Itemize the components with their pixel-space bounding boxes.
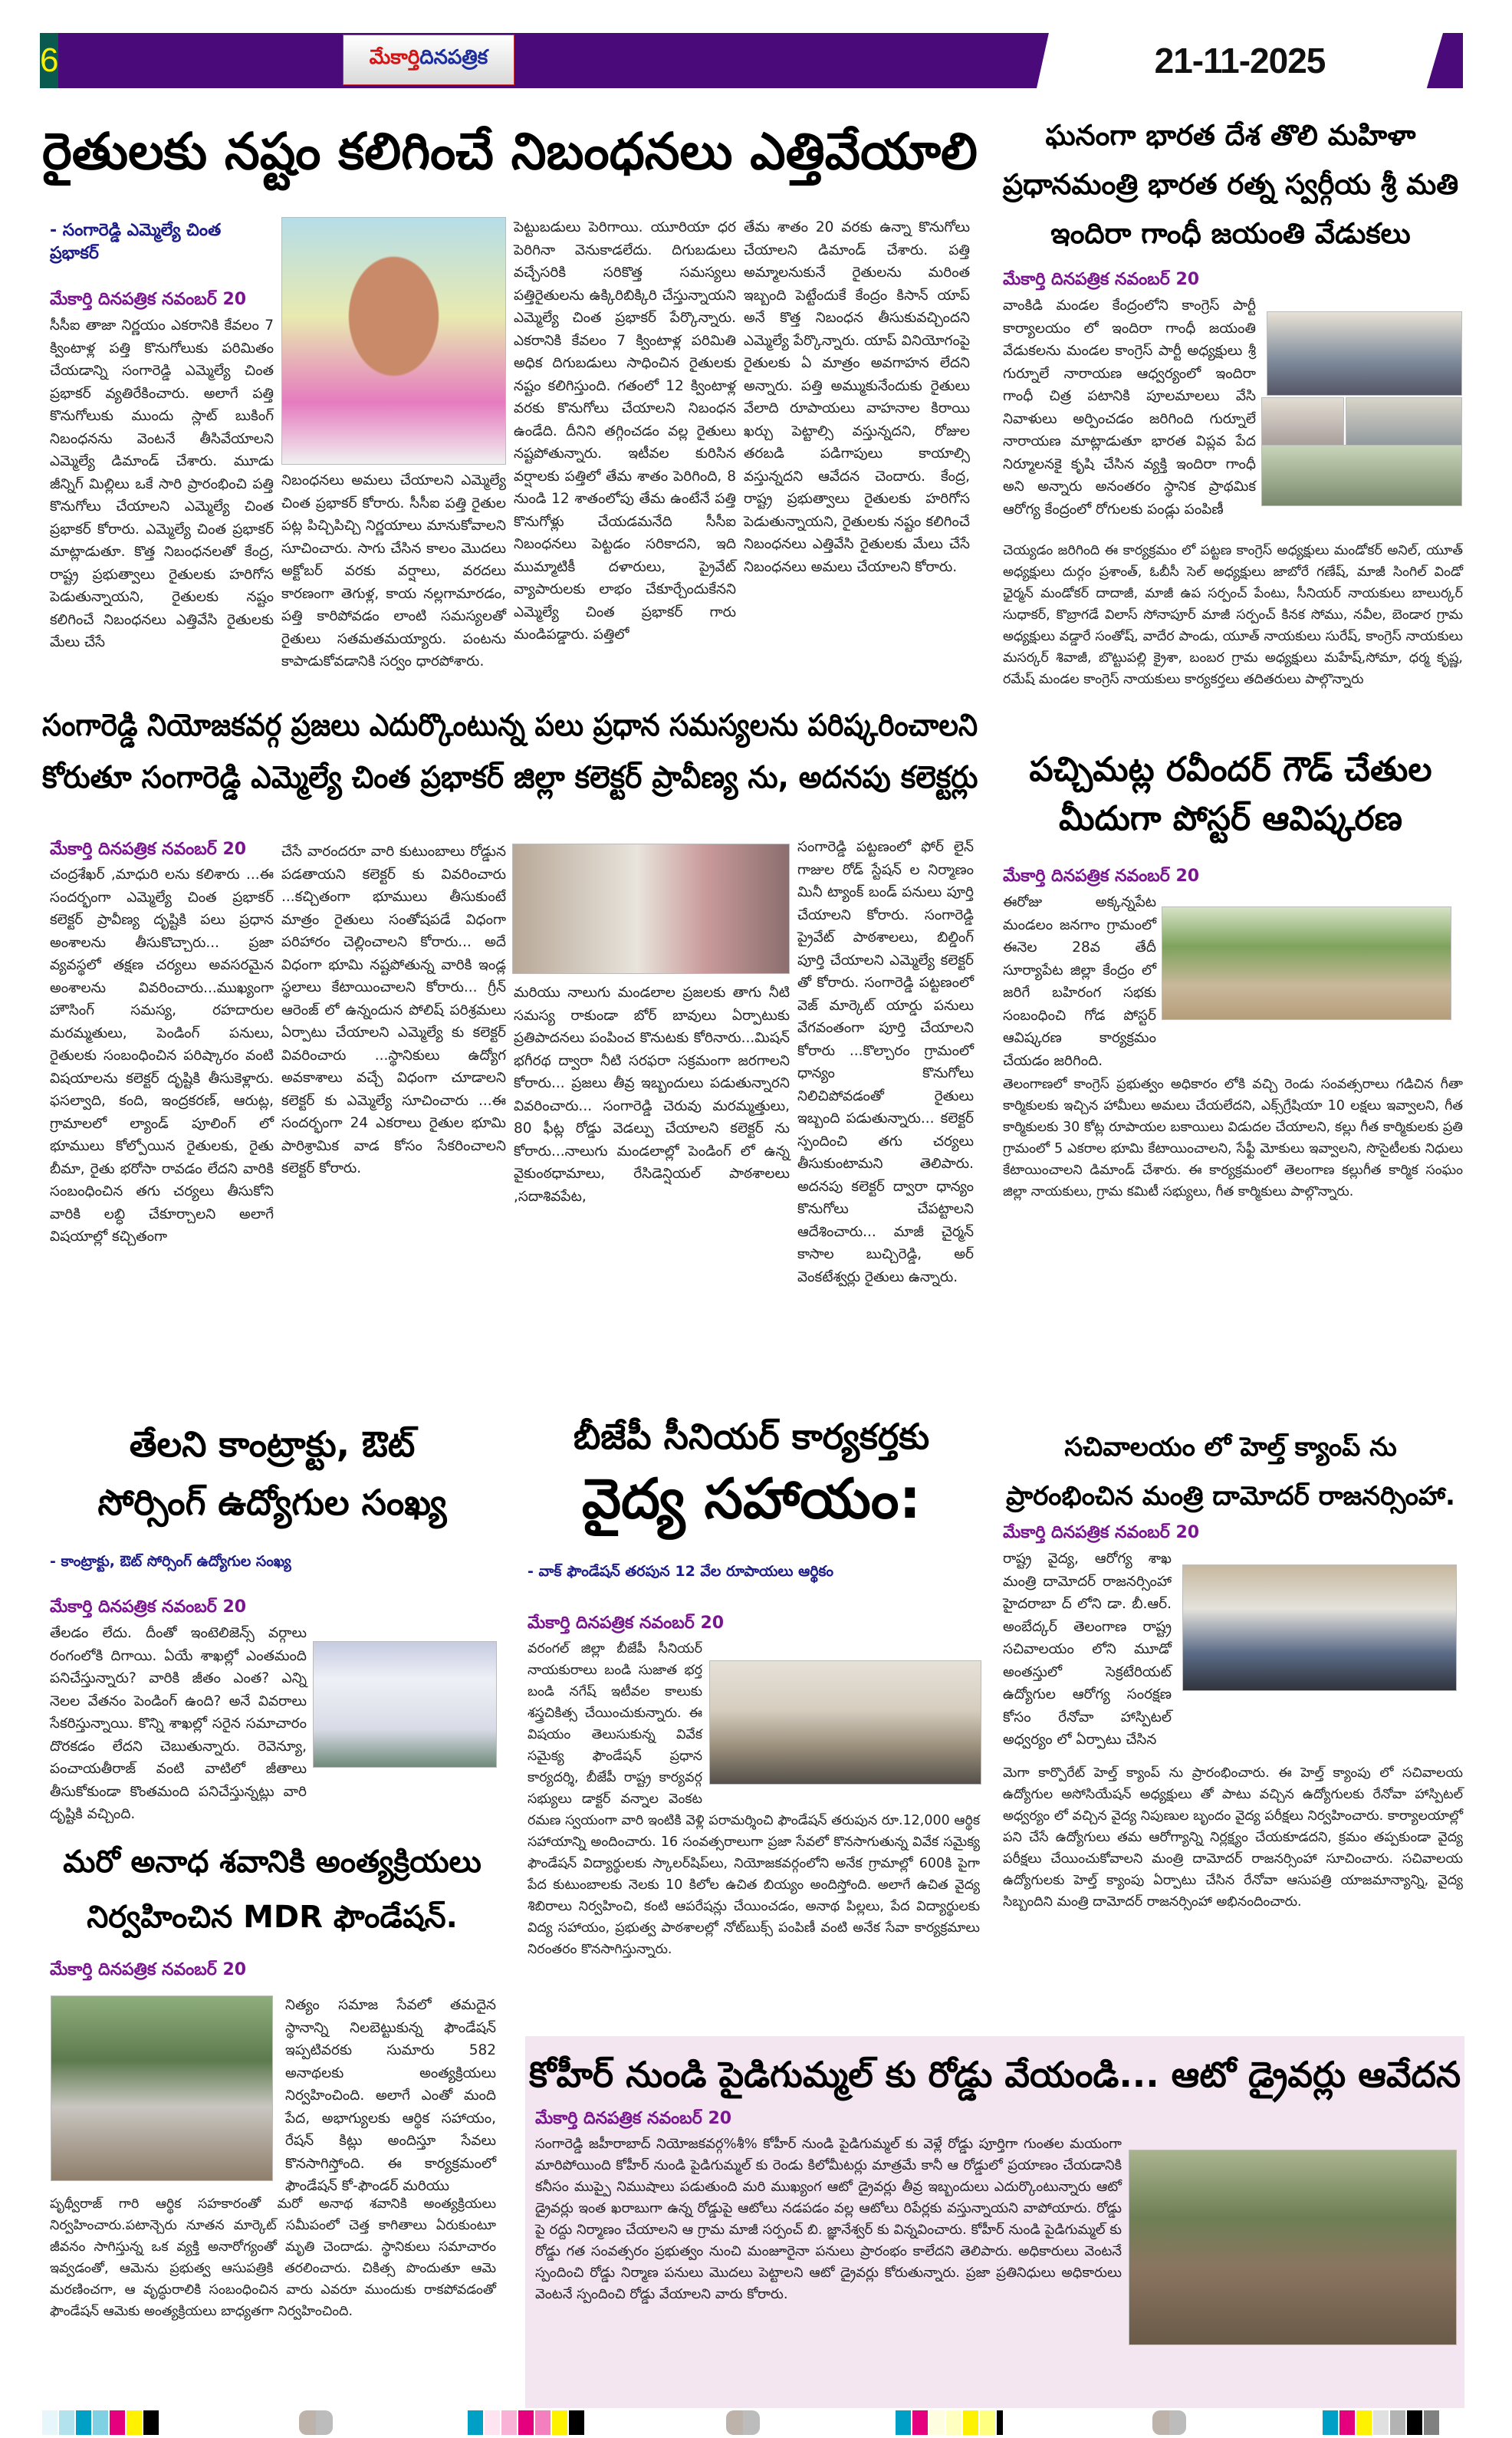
article-collector-col3: మరియు నాలుగు మండలాల ప్రజలకు తాగు నీటి సమస్య రాకుండా బోర్ బావులు ఏర్పాటుకు ప్రతిపాదనలు పంపించ కొనుటకు కోరినారు...మిషన్ భగీరథ ద్వారా నీటి సరఫరా సక్రమంగా జరగాలని కోరారు... ప్రజలు తీవ్ర ఇబ్బందులు పడుతున్నారని వివరించారు... సంగారెడ్డి చెరువు మరమ్మత్తులు, 80 ఫీట్ల రోడ్డు వెడల్పు చేయాలని కలెక్టర్ ను కోరారు...నాలుగు మండలాల్లో పెండింగ్ లో ఉన్న వైకుంఠధామాలు, రేసిడెన్షియల్ పాఠశాలలు ,సదాశివపేట,	[514, 985, 790, 1205]
photo-mla-with-collector	[512, 844, 790, 974]
dateline: మేకార్తి దినపత్రిక నవంబర్ 20	[1003, 1523, 1200, 1542]
page-number: 6	[40, 33, 58, 88]
article-mdr-col2: పృథ్వీరాజ్ గారి ఆర్థిక సహకారంతో మరో అనాథ శవానికి అంత్యక్రియలు నిర్వహించారు.పటాన్చెరు నూతన మార్కెట్ సమీపంలో చెత్త కాగితాలు ఏరుకుంటూ జీవనం సాగిస్తున్న ఒక వ్యక్తి అనారోగ్యంతో మృతి చెందాడు. స్థానికులు సమాచారం ఇవ్వడంతో, ఆమెను ప్రభుత్వ ఆసుపత్రికి తరలించారు. చికిత్స పొందుతూ ఆమె మరణించగా, ఆ వృద్ధురాలికి సంబంధించిన వారు ఎవరూ ముందుకు రాకపోవడంతో ఫౌండేషన్ ఆమెకు అంత్యక్రియలు బాధ్యతగా నిర్వహించింది.	[50, 2196, 496, 2319]
article-poster-col1: ఈరోజు అక్కన్నపేట మండలం జనగాం గ్రామంలో ఈనెల 28వ తేదీ సూర్యాపేట జిల్లా కేంద్రం లో జరిగే బహిరంగ సభకు సంబంధించి గోడ పోస్టర్ ఆవిష్కరణ కార్యక్రమం చేయడం జరిగింది.	[1003, 894, 1156, 1069]
headline-collector-meeting: సంగారెడ్డి నియోజకవర్గ ప్రజలు ఎదుర్కొంటున్న పలు ప్రధాన సమస్యలను పరిష్కరించాలని కోరుతూ సంగారెడ్డి ఎమ్మెల్యే చింత ప్రభాకర్ జిల్లా కలెక్టర్ ప్రావీణ్య ను, అదనపు కలెక్టర్లు	[42, 708, 978, 795]
dateline: మేకార్తి దినపత్రిక నవంబర్ 20	[528, 1614, 725, 1633]
headline-bjp-medical-aid: బీజేపీ సీనియర్ కార్యకర్తకు వైద్య సహాయం:	[573, 1416, 930, 1531]
headline-poster-launch: పచ్చిమట్ల రవీందర్ గౌడ్ చేతుల మీదుగా పోస్టర్ ఆవిష్కరణ	[1029, 750, 1432, 838]
article-indira-col2: చెయ్యడం జరిగింది ఈ కార్యక్రమం లో పట్టణ కాంగ్రెస్ అధ్యక్షులు మండోకర్ అనిల్, యూత్ అధ్యక్షులు దుర్గం ప్రశాంత్, ఓబీసీ సెల్ అధ్యక్షులు జాబోరే గణేష్, మాజీ సింగిల్ విండో ఛైర్మన్ మండోకర్ దాదాజీ, మాజీ ఉప సర్పంచ్ పేంటు, సీనియర్ నాయకులు బాలుర్కర్ సుధాకర్, కొబ్రాగడే విలాస్ సోనాపూర్ మాజీ సర్పంచ్ కినక సోము, నవీల, బెండార గ్రామ అధ్యక్షులు వడ్డారే సంతోష్, వాదేర పాండు, యూత్ నాయకులు సురేష్, కాంగ్రెస్ నాయకులు మసర్కర్ శివాజీ, బొట్టుపల్లి క్రైశా, బంబర గ్రామ అధ్యక్షులు మహేష్,సోమా, ధర్మ కృష్ణ, రమేష్ మండల కాంగ్రెస్ నాయకులు కార్యకర్తలు తదితరులు పాల్గొన్నారు	[1003, 543, 1463, 687]
photo-auto-drivers	[1129, 2150, 1457, 2345]
article-indira-col1: వాంకిడి మండల కేంద్రంలోని కాంగ్రెస్ పార్టీ కార్యాలయం లో ఇందిరా గాంధీ జయంతి వేడుకలను మండల కాంగ్రెస్ పార్టీ అధ్యక్షులు శ్రీ గుర్నూలే నారాయణ ఆధ్వర్యంలో ఇందిరా గాంధీ చిత్ర పటానికి పూలమాలలు వేసి నివాళులు అర్పించడం జరిగింది గుర్నూలే నారాయణ మాట్లాడుతూ భారత విప్లవ పేద నిర్మూలనకై కృషి చేసిన వ్యక్తి ఇందిరా గాంధీ అని అన్నారు అనంతరం స్థానిక ప్రాథమిక ఆరోగ్య కేంద్రంలో రోగులకు పండ్లు పంపిణీ	[1003, 298, 1256, 518]
article-mdr-col1: నిత్యం సమాజ సేవలో తమదైన స్థానాన్ని నిలబెట్టుకున్న ఫౌండేషన్ ఇప్పటివరకు సుమారు 582 అనాథలకు అంత్యక్రియలు నిర్వహించింది. అలాగే ఎంతో మంది పేద, అభాగ్యులకు ఆర్థిక సహాయం, రేషన్ కిట్లు అందిస్తూ సేవలు కొనసాగిస్తోంది. ఈ కార్యక్రమంలో ఫౌండేషన్ కో-ఫౌండర్ మరియు	[285, 1997, 496, 2194]
registration-mark	[299, 2410, 333, 2435]
headline-farmers: రైతులకు నష్టం కలిగించే నిబంధనలు ఎత్తివేయాలి	[42, 122, 978, 181]
article-collector-col1: చంద్రశేఖర్ ,మాధురి లను కలిశారు ...ఈ సందర్భంగా ఎమ్మెల్యే చింత ప్రభాకర్ కలెక్టర్ ప్రావీణ్య దృష్టికి పలు ప్రధాన అంశాలను తీసుకొచ్చారు... ప్రజా వ్యవస్థలో తక్షణ చర్యలు అవసరమైన అంశాలను వివరించారు...ముఖ్యంగా హౌసింగ్ సమస్య, రహదారుల మరమ్మతులు, పెండింగ్ పనులు, రైతులకు సంబంధించిన పరిష్కారం వంటి విషయాలను కలెక్టర్ దృష్టికి తీసుకెళ్లారు. ఫసల్వాది, కంది, ఇంద్రకరణ్, ఆరుట్ల, గ్రామాలలో ల్యాండ్ పూలింగ్ లో భూములు కోల్పోయిన రైతులకు, రైతు బీమా, రైతు భరోసా రావడం లేదని వారికి సంబంధించిన తగు చర్యలు తీసుకోని వారికి లబ్ధి చేకూర్చాలని అలాగే విషయాల్లో కచ్చితంగా	[50, 867, 274, 1245]
article-poster-col2: తెలంగాణలో కాంగ్రెస్ ప్రభుత్వం అధికారం లోకి వచ్చి రెండు సంవత్సరాలు గడిచిన గీతా కార్మికులకు ఇచ్చిన హామీలు అమలు చేయలేదని, ఎక్స్‌గ్రేషియా 10 లక్షలు ఇవ్వాలని, గీత కార్మికులకు 30 కోట్ల రూపాయల బకాయిలు విడుదల చేయాలని, కల్లు గీత కార్మికులకు ప్రతి గ్రామంలో 5 ఎకరాల భూమి కేటాయించాలని, సేఫ్టీ మోకులు ఇవ్వాలని, సొసైటీలకు నిధులు కేటాయించాలని డిమాండ్ చేశారు. ఈ కార్యక్రమంలో తెలంగాణ కల్లుగీత కార్మిక సంఘం జిల్లా నాయకులు, గ్రామ కమిటీ సభ్యులు, గీత కార్మికులు పాల్గొన్నారు.	[1003, 1077, 1463, 1199]
headline-mdr-foundation: మరో అనాధ శవానికి అంత్యక్రియలు నిర్వహించిన MDR ఫౌండేషన్.	[63, 1844, 482, 1935]
headline-road-request: కోహీర్ నుండి పైడిగుమ్మల్ కు రోడ్డు వేయండి... ఆటో డ్రైవర్లు ఆవేదన	[529, 2054, 1461, 2095]
dateline: మేకార్తి దినపత్రిక నవంబర్ 20	[535, 2109, 732, 2128]
subhead-bjp: - వాక్ ఫౌండేషన్ తరపున 12 వేల రూపాయలు ఆర్థికం	[528, 1563, 834, 1580]
headline-health-camp: సచివాలయం లో హెల్త్ క్యాంప్ ను ప్రారంభించిన మంత్రి దామోదర్ రాజనర్సింహా.	[1006, 1432, 1455, 1512]
registration-mark	[1152, 2410, 1186, 2435]
subhead-farmers: - సంగారెడ్డి ఎమ్మెల్యే చింత ప్రభాకర్	[50, 221, 222, 263]
article-farmers-col2: నిబంధనలు అమలు చేయాలని ఎమ్మెల్యే చింత ప్రభాకర్ కోరారు. సీసీఐ పత్తి రైతుల పట్ల పిచ్చిపిచ్చి నిర్ణయాలు మానుకోవాలని సూచించారు. సాగు చేసిన కాలం మొదలు అక్టోబర్ వరకు వర్షాలు, వరదలు కారణంగా తెగుళ్ల, కాయ నల్లగామారడం, పత్తి కారిపోవడం లాంటి సమస్యలతో రైతులు సతమతమయ్యారు. పంటను కాపాడుకోవడానికి సర్వం ధారపోశారు.	[281, 472, 506, 670]
headline-indira-jayanti: ఘనంగా భారత దేశ తొలి మహిళా ప్రధానమంత్రి భారత రత్న స్వర్గీయ శ్రీ మతి ఇందిరా గాంధీ జయంతి వేడుకలు	[1002, 119, 1459, 250]
photo-mdr-funeral	[51, 1995, 273, 2181]
print-color-bar	[1323, 2410, 1439, 2435]
photo-secretariat-building	[313, 1641, 497, 1768]
print-color-bar	[42, 2410, 159, 2435]
print-color-bar	[468, 2410, 584, 2435]
dateline: మేకార్తి దినపత్రిక నవంబర్ 20	[50, 1597, 247, 1617]
print-color-bar	[896, 2410, 1003, 2435]
dateline: మేకార్తి దినపత్రిక నవంబర్ 20	[1003, 867, 1200, 886]
headline-outsourcing: తేలని కాంట్రాక్టు, ఔట్ సోర్సింగ్ ఉద్యోగుల సంఖ్య	[97, 1423, 447, 1523]
article-health-col1: రాష్ట్ర వైద్య, ఆరోగ్య శాఖ మంత్రి దామోదర్ రాజనర్సింహా హైదరాబా ద్ లోని డా. బీ.ఆర్. అంబేద్కర్ తెలంగాణ రాష్ట్ర సచివాలయం లోని మూడో అంతస్తులో సెక్రటేరియట్ ఉద్యోగుల ఆరోగ్య సంరక్షణ కోసం రేనోవా హాస్పిటల్ అధ్వర్యం లో ఏర్పాటు చేసిన	[1003, 1551, 1172, 1748]
issue-date: 21-11-2025	[1154, 41, 1326, 81]
article-collector-col4: సంగారెడ్డి పట్టణంలో ఫోర్ లైన్ గాజుల రోడ్ స్టేషన్ ల నిర్మాణం మినీ ట్యాంక్ బండ్ పనులు పూర్తి చేయాలని కోరారు. సంగారెడ్డి ప్రైవేట్ పాఠశాలలు, బిల్డింగ్ పూర్తి చేయాలని ఎమ్మెల్యే కలెక్టర్ తో కోరారు. సంగారెడ్డి పట్టణంలో వెజ్ మార్కెట్ యార్డు పనులు వేగవంతంగా పూర్తి చేయాలని కోరారు ...కొల్చారం గ్రామంలో ధాన్యం కొనుగోలు నిలిచిపోవడంతో రైతులు ఇబ్బంది పడుతున్నారు... కలెక్టర్ స్పందించి తగు చర్యలు తీసుకుంటామని తెలిపారు. అదనపు కలెక్టర్ ద్వారా ధాన్యం కొనుగోలు చేపట్టాలని ఆదేశించారు... మాజీ చైర్మన్ కాసాల బుచ్చిరెడ్డి, అర్ వెంకటేశ్వర్లు రైతులు ఉన్నారు.	[797, 839, 974, 1285]
article-farmers-col3: పెట్టుబడులు పెరిగాయి. యూరియా ధర పెరిగినా వెనుకాడలేదు. దిగుబడులు వచ్చేసరికి సరికొత్త సమస్యలు పత్తిరైతులను ఉక్కిరిబిక్కిరి చేస్తున్నాయని ఎమ్మెల్యే చింత ప్రభాకర్ పేర్కొన్నారు. ఎకరానికి కేవలం 7 క్వింటాళ్ల పరిమితి అధిక దిగుబడులు సాధించిన రైతులకు నష్టం కలిగిస్తుంది. గతంలో 12 క్వింటాళ్ల వరకు కొనుగోలు చేయాలని నిబంధన ఉండేది. దీనిని తగ్గించడం వల్ల రైతులు నష్టపోతున్నారు. ఇటీవల కురిసిన వర్షాలకు పత్తిలో తేమ శాతం పెరిగింది, 8 నుండి 12 శాతంలోపు తేమ ఉంటేనే పత్తి కొనుగోళ్లు చేయడమనేది సీసీఐ నిబంధనలు పెట్టడం సరికాదని, ఇది ముమ్మాటికీ దళారులు, ప్రైవేట్ వ్యాపారులకు లాభం చేకూర్చేందుకేనని ఎమ్మెల్యే చింత ప్రభాకర్ గారు మండిపడ్డారు. పత్తిలో	[514, 219, 736, 643]
dateline: మేకార్తి దినపత్రిక నవంబర్ 20	[1003, 270, 1200, 289]
dateline: మేకార్తి దినపత్రిక నవంబర్ 20	[50, 290, 247, 309]
photo-poster-launch	[1162, 906, 1451, 1020]
photo-mla-portrait	[281, 217, 506, 465]
dateline: మేకార్తి దినపత్రిక నవంబర్ 20	[50, 1960, 247, 1979]
article-bjp-col1: వరంగల్ జిల్లా బీజేపీ సీనియర్ నాయకురాలు బండి సుజాత భర్త బండి నగేష్ ఇటీవల కాలుకు శస్త్రచికిత్స చేయించుకున్నారు. ఈ విషయం తెలుసుకున్న వివేక సమైక్య ఫౌండేషన్ ప్రధాన కార్యదర్శి, బీజేపీ రాష్ట్ర కార్యవర్గ సభ్యులు డాక్టర్ వన్నాల వెంకట రమణ స్వయంగా వారి ఇంటికి వెళ్లి పరామర్శించి ఫౌండేషన్ తరుపున రూ.12,000 ఆర్థిక సహాయాన్ని అందించారు. 16 సంవత్సరాలుగా ప్రజా సేవలో కొనసాగుతున్న వివేక సమైక్య ఫౌండేషన్ విద్యార్థులకు స్కాలర్‌షిప్‌లు, నియోజకవర్గంలోని అనేక గ్రామాల్లో 600కి పైగా పేద కుటుంబాలకు నెలకు 10 కిలోల ఉచిత బియ్యం అందిస్తోంది. అలాగే ఉచిత వైద్య శిబిరాలు నిర్వహించి, కంటి ఆపరేషన్లు చేయించడం, అనాథ పిల్లలు, పేద విద్యార్థులకు విద్య సహాయం, ప్రభుత్వ పాఠశాలల్లో నోట్‌బుక్స్ పంపిణీ వంటి అనేక సేవా కార్యక్రమాలు నిరంతరం కొనసాగిస్తున్నారు.	[528, 1641, 980, 1957]
article-road-col1: సంగారెడ్డి జహీరాబాద్ నియోజకవర్గ%శీ% కోహీర్ నుండి పైడిగుమ్మల్ కు వెళ్లే రోడ్డు పూర్తిగా గుంతల మయంగా మారిపోయింది కోహీర్ నుండి పైడిగుమ్మల్ కు రెండు కిలోమీటర్లు మాత్రమే కానీ ఆ రోడ్డులో ప్రయాణం చేయడానికి కనీసం ముప్పై నిముషాలు పడుతుంది మరి ముఖ్యంగ ఆటో డ్రైవర్లు తీవ్ర ఇబ్బందులు ఎదుర్కొంటున్నారు ఆటో డ్రైవర్లు ఇంత ఖరాబుగా ఉన్న రోడ్డుపై ఆటోలు నడపడం వల్ల ఆటోలు రిపేర్లకు వస్తున్నాయని వాపోయారు. రోడ్డు పై రద్దు నిర్మాణం చేయాలని ఆ గ్రామ మాజీ సర్పంచ్ బి. జ్ఞానేశ్వర్ కు విన్నవించారు. కోహీర్ నుండి పైడిగుమ్మల్ కు రోడ్డు గత సంవత్సరం ప్రభుత్వం నుంచి మంజూరైనా పనులు ప్రారంభం కాలేదని తెలిపారు. అధికారులు వెంటనే స్పందించి రోడ్డు నిర్మాణ పనులు మొదలు పెట్టాలని ఆటో డ్రైవర్లు కోరుతున్నారు. ప్రజా ప్రతినిధులు అధికారులు వెంటనే స్పందించి రోడ్డు వేయాలని వారు కోరారు.	[535, 2136, 1122, 2302]
newspaper-logo: మేకార్తి దినపత్రిక	[343, 35, 514, 85]
article-farmers-col4: తేమ శాతం 20 వరకు ఉన్నా కొనుగోలు చేయాలని డిమాండ్ చేశారు. పత్తి అమ్మాలనుకునే రైతులను మరింత ఇబ్బంది పెట్టేందుకే కేంద్రం కిసాన్ యాప్ అనే కొత్త నిబంధన తీసుకువచ్చిందని ఎమ్మెల్యే పేర్కొన్నారు. యాప్ వినియోగంపై రైతులకు ఏ మాత్రం అవగాహన లేదని అన్నారు. పత్తి అమ్ముకునేందుకు రైతులు వేలాది రూపాయలు వాహనాల కిరాయి ఖర్చు పెట్టాల్సి వస్తున్నదని, రోజుల తరబడి పడిగాపులు కాయాల్సి వస్తున్నదని ఆవేదన చెందారు. కేంద్ర, రాష్ట్ర ప్రభుత్వాలు రైతులకు హరిగోస పెడుతున్నాయని, రైతులకు నష్టం కలిగించే నిబంధనలు ఎత్తివేసి రైతులకు మేలు చేసే నిబంధనలు అమలు చేయాలని కోరారు.	[744, 219, 970, 575]
photo-indira-event-4	[1261, 445, 1462, 506]
dateline: మేకార్తి దినపత్రిక నవంబర్ 20	[50, 840, 247, 859]
registration-mark	[726, 2410, 760, 2435]
photo-indira-event-1	[1267, 311, 1462, 396]
article-collector-col2: చేసే వారందరూ వారి కుటుంబాలు రోడ్డున పడతాయని కలెక్టర్ కు వివరించారు ...కచ్చితంగా భూములు తీసుకుంటే మాత్రం రైతులు సంతోషపడే విధంగా పరిహారం చెల్లించాలని కోరారు... అదే విధంగా భూమి నష్టపోతున్న వారికి ఇండ్ల స్థలాలు కేటాయించాలని కోరారు... గ్రీన్ ఆరెంజ్ లో ఉన్నందున పోలిష్ పరిశ్రమలు ఏర్పాటు చేయాలని ఎమ్మెల్యే కు కలెక్టర్ వివరించారు ...స్థానికులు ఉద్యోగ అవకాశాలు వచ్చే విధంగా చూడాలని కలెక్టర్ కు ఎమ్మెల్యే సూచించారు ...ఈ సందర్భంగా 24 ఎకరాలు రైతుల భూమి పారిశ్రామిక వాడ కోసం సేకరించాలని కలెక్టర్ కోరారు.	[281, 844, 506, 1176]
photo-health-camp	[1182, 1564, 1457, 1691]
article-farmers-col1: సీసీఐ తాజా నిర్ణయం ఎకరానికి కేవలం 7 క్వింటాళ్ల పత్తి కొనుగోలుకు పరిమితం చేయడాన్ని సంగారెడ్డి ఎమ్మెల్యే చింత ప్రభాకర్ వ్యతిరేకించారు. అలాగే పత్తి కొనుగోలుకు ముందు స్లాట్ బుకింగ్ నిబంధనను వెంటనే తీసివేయాలని ఎమ్మెల్యే డిమాండ్ చేశారు. మూడు జీన్నిగ్ మిల్లిలు ఒకే సారి ప్రారంభించి పత్తి కొనుగోలు చేయాలని ఎమ్మెల్యే చింత ప్రభాకర్ కోరారు. ఎమ్మెల్యే చింత ప్రభాకర్ మాట్లాడుతూ. కొత్త నిబంధనలతో కేంద్ర, రాష్ట్ర ప్రభుత్వాలు రైతులకు హరిగోస పెడుతున్నాయని, రైతులకు నష్టం కలిగించే నిబంధనలు ఎత్తివేసి రైతులకు మేలు చేసే	[50, 317, 274, 650]
subhead-outsourcing: - కాంట్రాక్టు, ఔట్ సోర్సింగ్ ఉద్యోగుల సంఖ్య	[50, 1553, 291, 1570]
article-outsourcing-col1: తేలడం లేదు. దీంతో ఇంటెలిజెన్స్ వర్గాలు రంగంలోకి దిగాయి. ఏయే శాఖల్లో ఎంతమంది పనిచేస్తున్నారు? వారికి జీతం ఎంత? ఎన్ని నెలల వేతనం పెండింగ్ ఉంది? అనే వివరాలు సేకరిస్తున్నాయి. కొన్ని శాఖల్లో సరైన సమాచారం దొరకడం లేదని చెబుతున్నారు. రెవెన్యూ, పంచాయతీరాజ్ వంటి వాటిలో జీతాలు తీసుకోకుండా కొంతమంది పనిచేస్తున్నట్లు వారి దృష్టికి వచ్చింది.	[50, 1625, 307, 1822]
article-health-col2: మెగా కార్పొరేట్ హెల్త్ క్యాంప్ ను ప్రారంభించారు. ఈ హెల్త్ క్యాంపు లో సచివాలయ ఉద్యోగుల అసోసియేషన్ అధ్యక్షులు తో పాటు వచ్చిన ఉద్యోగులకు రేనోవా హాస్పిటల్ అధ్వర్యం లో వచ్చిన వైద్య నిపుణుల బృందం వైద్య పరీక్షలు నిర్వహించారు. కార్యాలయాల్లో పని చేసే ఉద్యోగులు తమ ఆరోగ్యాన్ని నిర్లక్ష్యం చేయకూడదని, క్రమం తప్పకుండా వైద్య పరీక్షలు చేయించుకోవాలని మంత్రి దామోదర్ రాజనర్సింహా సూచించారు. సచివాలయ ఉద్యోగులకు హెల్త్ క్యాంపు ఏర్పాటు చేసిన రేనోవా ఆసుపత్రి యాజమాన్యాన్ని, వైద్య సిబ్బందిని మంత్రి దామోదర్ రాజనర్సింహా అభినందించారు.	[1003, 1765, 1463, 1910]
